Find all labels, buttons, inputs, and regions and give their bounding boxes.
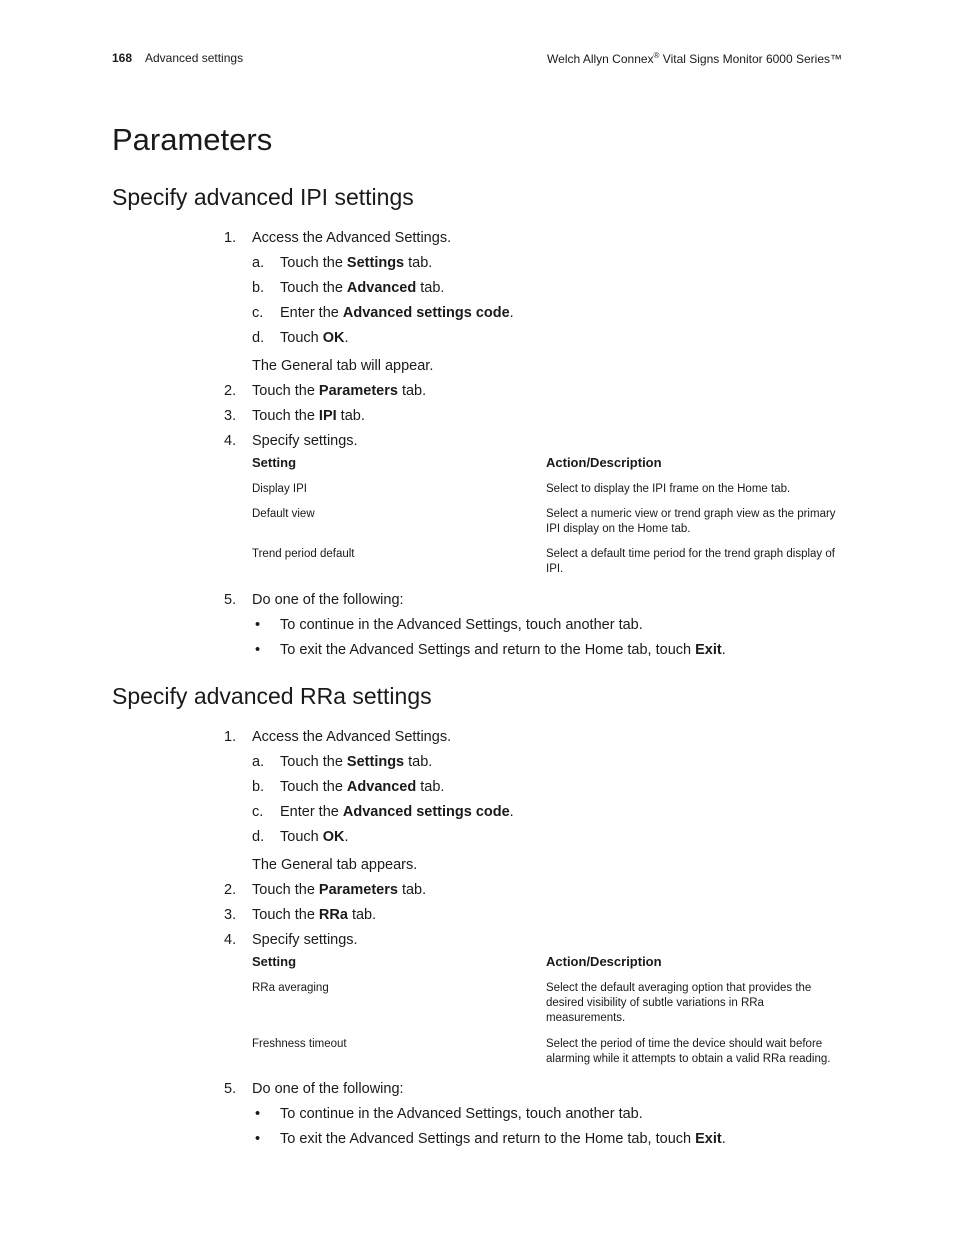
ipi-substep-text: Enter the Advanced settings code.	[280, 305, 514, 321]
rra-section-heading: Specify advanced RRa settings	[112, 683, 432, 709]
ipi-bullet-text: To continue in the Advanced Settings, touch another tab.	[280, 617, 643, 633]
rra-substep-letter: a.	[252, 754, 265, 770]
table-cell-description: Select a numeric view or trend graph view as the primary IPI display on the Home tab.	[546, 508, 836, 535]
rra-substep-text: Touch OK.	[280, 829, 349, 845]
table-header-setting: Setting	[252, 455, 297, 470]
rra-step-number: 1.	[224, 729, 237, 745]
page-number: 168	[112, 51, 133, 65]
rra-step-number: 4.	[224, 932, 237, 948]
ipi-step-text: Do one of the following:	[252, 592, 404, 608]
table-cell-setting: Display IPI	[252, 483, 307, 495]
rra-step-text: Touch the Parameters tab.	[252, 882, 427, 898]
table-cell-setting: Trend period default	[252, 548, 355, 560]
ipi-bullet-text: To exit the Advanced Settings and return to the Home tab, touch Exit.	[280, 642, 726, 658]
bullet-marker: •	[255, 617, 261, 633]
table-cell-setting: RRa averaging	[252, 982, 329, 994]
ipi-step-text: Access the Advanced Settings.	[252, 230, 452, 246]
table-header-action: Action/Description	[546, 954, 662, 969]
ipi-substep-text: Touch the Advanced tab.	[280, 280, 445, 296]
rra-step-text: Touch the RRa tab.	[252, 907, 377, 923]
running-section-title: Advanced settings	[145, 51, 244, 65]
running-document-title	[547, 51, 842, 66]
rra-substep-text: Touch the Settings tab.	[280, 754, 433, 770]
table-cell-description: Select the period of time the device should wait before alarming while it attempts to obtain a valid RRa reading.	[546, 1038, 831, 1065]
ipi-step-number: 1.	[224, 230, 237, 246]
rra-bullet-text: To continue in the Advanced Settings, touch another tab.	[280, 1106, 643, 1122]
table-cell-description: Select the default averaging option that provides the desired visibility of subtle variations in RRa measurements.	[546, 982, 812, 1024]
ipi-step-number: 2.	[224, 383, 237, 399]
rra-step-text: Specify settings.	[252, 932, 358, 948]
page-title: Parameters	[112, 122, 273, 157]
ipi-section-heading: Specify advanced IPI settings	[112, 184, 414, 210]
ipi-step-number: 4.	[224, 433, 237, 449]
table-header-action: Action/Description	[546, 455, 662, 470]
ipi-substep-letter: a.	[252, 255, 265, 271]
doc-title-rest: Vital Signs Monitor 6000 Series™	[659, 52, 842, 66]
rra-step-number: 2.	[224, 882, 237, 898]
ipi-step-text: Touch the IPI tab.	[252, 408, 365, 424]
table-cell-setting: Default view	[252, 508, 315, 520]
rra-step-number: 5.	[224, 1081, 237, 1097]
rra-substep-letter: b.	[252, 779, 265, 795]
bullet-marker: •	[255, 1106, 261, 1122]
ipi-substep-text: Touch OK.	[280, 330, 349, 346]
ipi-substep-letter: b.	[252, 280, 265, 296]
bullet-marker: •	[255, 642, 261, 658]
ipi-step-number: 3.	[224, 408, 237, 424]
table-header-setting: Setting	[252, 954, 297, 969]
rra-step-text: Do one of the following:	[252, 1081, 404, 1097]
ipi-substep-letter: d.	[252, 330, 265, 346]
rra-substep-text: Enter the Advanced settings code.	[280, 804, 514, 820]
ipi-substep-text: Touch the Settings tab.	[280, 255, 433, 271]
ipi-step-text: Touch the Parameters tab.	[252, 383, 427, 399]
registered-mark: ®	[653, 51, 660, 60]
rra-step-text: Access the Advanced Settings.	[252, 729, 452, 745]
ipi-step-text: Specify settings.	[252, 433, 358, 449]
table-cell-description: Select to display the IPI frame on the Home tab.	[546, 483, 791, 495]
rra-substep-letter: c.	[252, 804, 264, 820]
table-cell-setting: Freshness timeout	[252, 1038, 347, 1050]
ipi-step-number: 5.	[224, 592, 237, 608]
doc-title-main: Welch Allyn Connex	[547, 52, 654, 66]
rra-step-number: 3.	[224, 907, 237, 923]
rra-bullet-text: To exit the Advanced Settings and return to the Home tab, touch Exit.	[280, 1131, 726, 1147]
rra-substep-text: Touch the Advanced tab.	[280, 779, 445, 795]
ipi-substep-letter: c.	[252, 305, 264, 321]
ipi-step-note: The General tab will appear.	[252, 358, 434, 374]
bullet-marker: •	[255, 1131, 261, 1147]
rra-substep-letter: d.	[252, 829, 265, 845]
table-cell-description: Select a default time period for the trend graph display of IPI.	[546, 548, 835, 575]
rra-step-note: The General tab appears.	[252, 857, 418, 873]
